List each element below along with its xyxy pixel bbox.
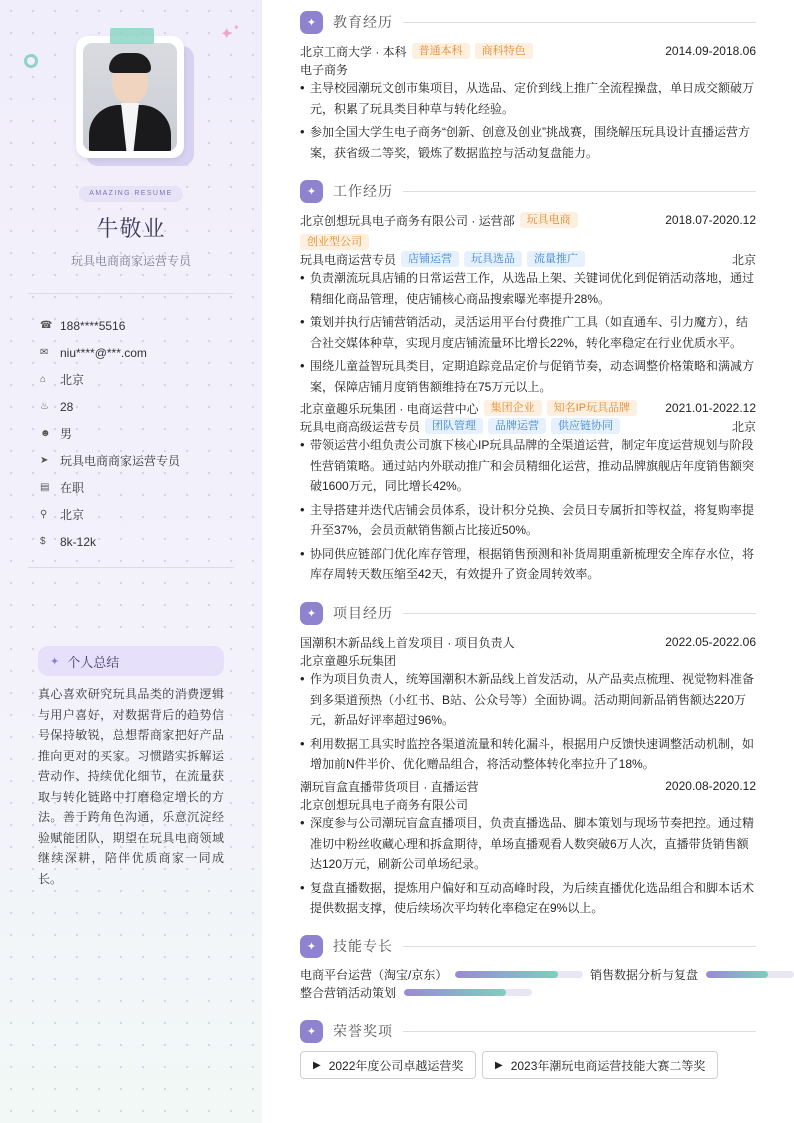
project-org-row [300,651,756,669]
sparkle-icon: ✦ [300,180,323,203]
project-header [300,777,756,795]
list-item: • 围绕儿童益智玩具类目，定期追踪竞品定价与促销节奏，动态调整价格策略和满减方案，保障店铺月度销售额维持在75万元以上。 [300,356,756,397]
list-item: • 复盘直播数据，提炼用户偏好和互动高峰时段，为后续直播优化选品组合和脚本话术提供数据支撑，使后续场次平均转化率稳定在9%以上。 [300,878,756,919]
contact-gender: ☻ 男 [40,427,73,441]
job-role-row [300,250,756,268]
location-icon: ⚲ [40,509,48,520]
project-bullets [300,813,756,922]
tag: 商科特色 [475,43,533,59]
tag: 普通本科 [412,43,470,59]
school-name: 北京工商大学 · 本科 [300,44,407,59]
projects-section-header [300,601,756,625]
summary-title: 个人总结 [67,654,120,670]
section-divider [403,613,756,614]
date: 2018.07-2020.12 [665,213,756,227]
job-role-row [300,417,756,435]
sparkle-icon: ✦ [300,11,323,34]
tag: 团队管理 [425,418,483,434]
list-item: • 利用数据工具实时监控各渠道流量和转化漏斗，根据用户反馈快速调整活动机制，如增加前N件半价、优化赠品组合，将活动整体转化率拉升了18%。 [300,734,756,775]
project-bullets [300,669,756,778]
job-header [300,399,756,417]
list-item: • 作为项目负责人，统筹国潮积木新品线上首发活动，从产品卖点梳理、视觉物料准备到多渠道预热（小红书、B站、公众号等）全面协调。活动期间新品销售额达220万元，新品好评率超过96%。 [300,669,756,731]
list-item: • 参加全国大学生电子商务“创新、创意及创业”挑战赛，围绕解压玩具设计直播运营方案，获省级二等奖，锻炼了数据监控与活动复盘能力。 [300,122,756,163]
contact-email: ✉ niu****@***.com [40,345,147,360]
gender-icon: ☻ [40,428,51,439]
tag: 创业型公司 [300,234,369,250]
sparkle-small-icon: ✦ [233,23,240,32]
sparkle-icon: ✦ [300,1020,323,1043]
skill-bar-fill [404,989,506,996]
education-row [300,42,756,60]
sparkle-icon: ✦ [300,602,323,625]
section-title: 技能专长 [333,938,393,954]
play-icon: ▶ [313,1059,321,1071]
salary-icon: $ [40,536,46,547]
project-org-row [300,795,756,813]
home-icon: ⌂ [40,374,47,385]
section-title: 教育经历 [333,14,393,30]
tag: 品牌运营 [488,418,546,434]
mail-icon: ✉ [40,347,49,358]
section-divider [403,1031,756,1032]
tag: 玩具选品 [464,251,522,267]
briefcase-icon: ▤ [40,482,50,493]
contact-location: ⚲ 北京 [40,508,85,522]
tag: 玩具电商 [520,212,578,228]
list-item: • 负责潮流玩具店铺的日常运营工作，从选品上架、关键词优化到促销活动落地，通过精细化商品管理，使店铺核心商品搜索曝光率提升28%。 [300,268,756,309]
project-name: 潮玩盲盒直播带货项目 · 直播运营 [300,779,479,794]
contact-target-job: ➤ 玩具电商商家运营专员 [40,454,181,468]
contact-list [40,312,180,555]
work-section-header [300,179,756,203]
job-tag-row [300,233,756,251]
contact-status: ▤ 在职 [40,481,85,495]
tape-decoration [110,28,154,44]
list-item: • 策划并执行店铺营销活动，灵活运用平台付费推广工具（如直通车、引力魔方），结合社交媒体种草，实现月度店铺流量环比增长22%，转化率稳定在行业优质水平。 [300,312,756,353]
tag: 知名IP玩具品牌 [547,400,637,416]
phone-icon: ☎ [40,320,53,331]
list-item: • 深度参与公司潮玩盲盒直播项目，负责直播选品、脚本策划与现场节奏把控。通过精准切中粉丝收藏心理和拆盒期待，单场直播观看人数突破6万人次，直播带货销售额达120万元，刷新公司单场纪录。 [300,813,756,875]
skill-bar-fill [455,971,557,978]
skill-bar [455,971,583,978]
award-item: ▶ 2022年度公司卓越运营奖 [300,1051,476,1079]
job-role: 玩具电商运营专员 [300,252,397,267]
skill-item [590,966,794,983]
education-section-header [300,10,756,34]
list-item: • 主导搭建并迭代店铺会员体系，设计积分兑换、会员日专属折扣等权益，将复购率提升至37%，会员贡献销售额占比接近50%。 [300,500,756,541]
project-org: 北京创想玩具电子商务有限公司 [300,797,469,812]
company-name: 北京创想玩具电子商务有限公司 · 运营部 [300,213,515,228]
date: 2022.05-2022.06 [665,635,756,649]
city: 北京 [731,252,756,267]
list-item: • 主导校园潮玩文创市集项目，从选品、定价到线上推广全流程操盘，单日成交额破万元，积累了玩具类目种草与转化经验。 [300,78,756,119]
sparkle-icon: ✦ [50,655,60,668]
divider [28,293,234,294]
job-bullets [300,435,756,588]
awards-section-header [300,1019,756,1043]
profile-photo-frame [76,36,192,164]
play-icon: ▶ [495,1059,503,1071]
resume-badge: AMAZING RESUME [79,186,183,202]
section-divider [403,22,756,23]
profile-photo [83,43,177,151]
job-role: 玩具电商高级运营专员 [300,419,421,434]
date: 2021.01-2022.12 [665,401,756,415]
section-title: 荣誉奖项 [333,1023,393,1039]
tag: 供应链协同 [551,418,620,434]
summary-text: 真心喜欢研究玩具品类的消费逻辑与用户喜好，对数据背后的趋势信号保持敏锐，总想帮商家把好产品推向更对的买家。习惯踏实拆解运营动作、持续优化细节，在流量获取与转化链路中打磨稳定增长的方法。善于跨角色沟通，乐意沉淀经验赋能团队，期望在玩具电商领域继续深耕，陪伴优质商家一同成长。 [38,687,224,886]
award-item: ▶ 2023年潮玩电商运营技能大赛二等奖 [482,1051,718,1079]
contact-city: ⌂ 北京 [40,373,85,387]
project-org: 北京童趣乐玩集团 [300,653,397,668]
section-title: 工作经历 [333,183,393,199]
skill-name: 电商平台运营（淘宝/京东） [300,968,448,982]
section-divider [403,946,756,947]
ring-decoration [24,54,38,68]
job-header [300,211,756,229]
tag: 流量推广 [527,251,585,267]
sparkle-icon: ✦ [300,935,323,958]
tag: 集团企业 [484,400,542,416]
skill-name: 整合营销活动策划 [300,986,397,1000]
city: 北京 [731,419,756,434]
project-header [300,633,756,651]
summary-header [38,646,224,676]
section-title: 项目经历 [333,605,393,621]
skill-item [300,966,583,983]
skill-bar-fill [706,971,768,978]
list-item: • 带领运营小组负责公司旗下核心IP玩具品牌的全渠道运营，制定年度运营规划与阶段性营销策略。通过站内外联动推广和会员精细化运营，推动品牌旗舰店年度销售额突破1600万元，同比增长42%。 [300,435,756,497]
skill-bar [706,971,794,978]
send-icon: ➤ [40,455,49,466]
date: 2020.08-2020.12 [665,779,756,793]
education-bullets [300,78,756,166]
sidebar [0,0,262,1123]
project-name: 国潮积木新品线上首发项目 · 项目负责人 [300,635,515,650]
divider [28,567,234,568]
contact-salary: $ 8k-12k [40,534,97,549]
date: 2014.09-2018.06 [665,44,756,58]
skill-bar [404,989,532,996]
candidate-title: 玩具电商商家运营专员 [70,254,191,268]
tag: 店铺运营 [401,251,459,267]
job-bullets [300,268,756,400]
skill-item [300,984,532,1001]
contact-age: ♨ 28 [40,399,74,414]
skills-section-header [300,934,756,958]
sparkle-icon: ✦ [220,26,234,43]
major: 电子商务 [300,62,349,77]
cake-icon: ♨ [40,401,49,412]
major-row [300,60,756,78]
company-name: 北京童趣乐玩集团 · 电商运营中心 [300,401,479,416]
section-divider [403,191,756,192]
candidate-name: 牛敬业 [96,216,166,241]
contact-phone: ☎ 188****5516 [40,318,126,333]
list-item: • 协同供应链部门优化库存管理，根据销售预测和补货周期重新梳理安全库存水位，将库存周转天数压缩至42天，有效提升了资金周转效率。 [300,544,756,585]
skill-name: 销售数据分析与复盘 [590,968,699,982]
